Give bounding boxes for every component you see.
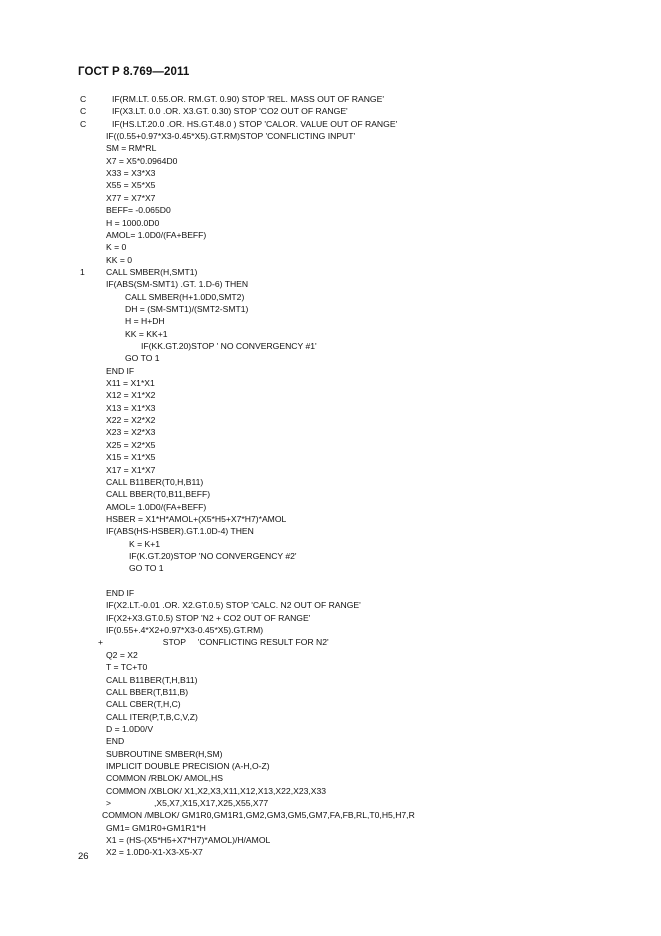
code-line-text: IF(KK.GT.20)STOP ' NO CONVERGENCY #1' [141,341,317,351]
code-line-text: CALL SMBER(H+1.0D0,SMT2) [125,291,245,302]
code-line [0,451,661,463]
page-number: 26 [78,851,89,862]
code-line-text: GO TO 1 [125,353,160,364]
code-line-text: IF(K.GT.20)STOP 'NO CONVERGENCY #2' [129,550,297,561]
code-line-text: CALL CBER(T,H,C) [106,699,181,710]
code-line-text: CALL BBER(T,B11,B) [106,686,189,697]
code-line-text: H = H+DH [125,316,165,327]
code-line-text: KK = 0 [106,254,133,265]
code-line-text: IF(X2+X3.GT.0.5) STOP 'N2 + CO2 OUT OF RANGE' [106,612,311,623]
code-line [0,105,661,117]
code-line-text: X55 = X5*X5 [106,180,156,191]
code-line-label: C [80,94,87,104]
code-line-text: HSBER = X1*H*AMOL+(X5*H5+X7*H7)*AMOL [106,513,287,524]
code-line-text: IF(X2.LT.-0.01 .OR. X2.GT.0.5) STOP 'CALC. N2 OUT OF RANGE' [106,600,361,611]
code-line [0,748,661,760]
code-line [0,402,661,414]
code-line-label: 1 [80,266,85,277]
code-line [0,303,661,315]
code-line-text: X77 = X7*X7 [106,192,156,203]
code-line [0,377,661,389]
code-line [0,550,661,562]
code-line-text: END [106,736,125,747]
code-line-text: SUBROUTINE SMBER(H,SM) [106,748,223,759]
code-line-text: IF(ABS(HS-HSBER).GT.1.0D-4) THEN [106,526,254,537]
code-line [0,155,661,167]
code-line-text: IF((0.55+0.97*X3-0.45*X5).GT.RM)STOP 'CONFLICTING INPUT' [106,131,356,142]
code-line-label: C [80,106,87,117]
code-line [0,217,661,229]
code-line [0,93,661,105]
code-line [0,352,661,364]
code-line-text: X7 = X5*0.0964D0 [106,155,178,166]
code-line [0,834,661,846]
code-line [0,365,661,377]
code-line [0,192,661,204]
code-line-text: T = TC+T0 [106,662,148,673]
code-line [0,649,661,661]
code-line-text: COMMON /MBLOK/ GM1R0,GM1R1,GM2,GM3,GM5,GM7,FA,FB,RL,T0,H5,H7,R [102,810,415,821]
code-line-text: X12 = X1*X2 [106,390,156,401]
code-line [0,797,661,809]
code-line-text: COMMON /RBLOK/ AMOL,HS [106,773,223,784]
code-line [0,488,661,500]
code-line [0,587,661,599]
code-line-text: K = K+1 [129,538,161,549]
code-line-label: C [80,118,87,129]
code-line [0,846,661,858]
code-line [0,686,661,698]
code-line-text: CALL SMBER(H,SMT1) [106,266,198,277]
code-line [0,674,661,686]
code-line [0,501,661,513]
code-line [0,439,661,451]
code-line [0,241,661,253]
code-line-text: Q2 = X2 [106,649,138,660]
code-line-text: IF(RM.LT. 0.55.OR. RM.GT. 0.90) STOP 'REL. MASS OUT OF RANGE' [112,94,384,104]
code-line [0,179,661,191]
code-line [0,340,661,352]
code-line-text: X33 = X3*X3 [106,168,156,179]
code-line [0,389,661,401]
code-line [0,414,661,426]
code-line [0,711,661,723]
code-line [0,772,661,784]
code-line-text: GO TO 1 [129,563,164,574]
code-line [0,525,661,537]
code-line [0,167,661,179]
code-line-text: COMMON /XBLOK/ X1,X2,X3,X11,X12,X13,X22,X23,X33 [106,785,327,796]
code-line-text: X13 = X1*X3 [106,402,156,413]
code-line-text: X11 = X1*X1 [106,378,155,389]
code-line [0,735,661,747]
code-line-text: H = 1000.0D0 [106,217,160,228]
code-line [0,760,661,772]
code-line [0,254,661,266]
code-line-text: IF(0.55+.4*X2+0.97*X3-0.45*X5).GT.RM) [106,625,264,636]
code-line [0,624,661,636]
code-line-text: X15 = X1*X5 [106,452,156,463]
code-line-text: X22 = X2*X2 [106,415,156,426]
code-line [0,426,661,438]
code-line [0,266,661,278]
code-line-text: BEFF= -0.065D0 [106,205,171,216]
code-line-text: KK = KK+1 [125,328,168,339]
code-line [0,809,661,821]
code-line [0,599,661,611]
code-line [0,562,661,574]
code-line-text: X23 = X2*X3 [106,427,156,438]
code-line-text: K = 0 [106,242,127,253]
code-line-text: CALL BBER(T0,B11,BEFF) [106,489,211,500]
code-line-text: SM = RM*RL [106,143,157,154]
code-line [0,538,661,550]
code-line [0,575,661,587]
code-line-text: X25 = X2*X5 [106,439,156,450]
code-line [0,476,661,488]
code-line-text: CALL B11BER(T0,H,B11) [106,476,204,487]
code-line-text: X17 = X1*X7 [106,464,156,475]
code-line [0,130,661,142]
code-line-text: DH = (SM-SMT1)/(SMT2-SMT1) [125,303,249,314]
code-line [0,698,661,710]
code-line-text: GM1= GM1R0+GM1R1*H [106,822,206,833]
code-line [0,612,661,624]
code-line-text: X2 = 1.0D0-X1-X3-X5-X7 [106,847,203,858]
code-line-text: X1 = (HS-(X5*H5+X7*H7)*AMOL)/H/AMOL [106,835,271,846]
page-header: ГОСТ Р 8.769—2011 [78,66,190,78]
code-line-text: IF(HS.LT.20.0 .OR. HS.GT.48.0 ) STOP 'CALOR. VALUE OUT OF RANGE' [112,118,398,129]
code-line-text: IF(X3.LT. 0.0 .OR. X3.GT. 0.30) STOP 'CO2 OUT OF RANGE' [112,106,348,117]
code-line [0,328,661,340]
code-line-text: IMPLICIT DOUBLE PRECISION (A-H,O-Z) [106,760,270,771]
code-line [0,204,661,216]
code-line-text: + STOP 'CONFLICTING RESULT FOR N2' [98,637,329,648]
code-line [0,822,661,834]
code-line [0,464,661,476]
code-line [0,785,661,797]
code-line [0,118,661,130]
code-line [0,661,661,673]
code-line [0,229,661,241]
code-line [0,723,661,735]
code-line-text: IF(ABS(SM-SMT1) .GT. 1.D-6) THEN [106,279,249,290]
code-line-text: END IF [106,588,135,599]
code-line-text: D = 1.0D0/V [106,723,154,734]
code-line [0,636,661,648]
code-line [0,315,661,327]
code-line-text: AMOL= 1.0D0/(FA+BEFF) [106,229,207,240]
code-line-text: CALL B11BER(T,H,B11) [106,674,198,685]
code-line-text: AMOL= 1.0D0/(FA+BEFF) [106,501,207,512]
code-line [0,142,661,154]
code-line-text: END IF [106,365,135,376]
code-line [0,513,661,525]
code-line [0,278,661,290]
code-line [0,291,661,303]
code-line-text: > ,X5,X7,X15,X17,X25,X55,X77 [106,798,269,808]
code-line-text: CALL ITER(P,T,B,C,V,Z) [106,711,198,722]
